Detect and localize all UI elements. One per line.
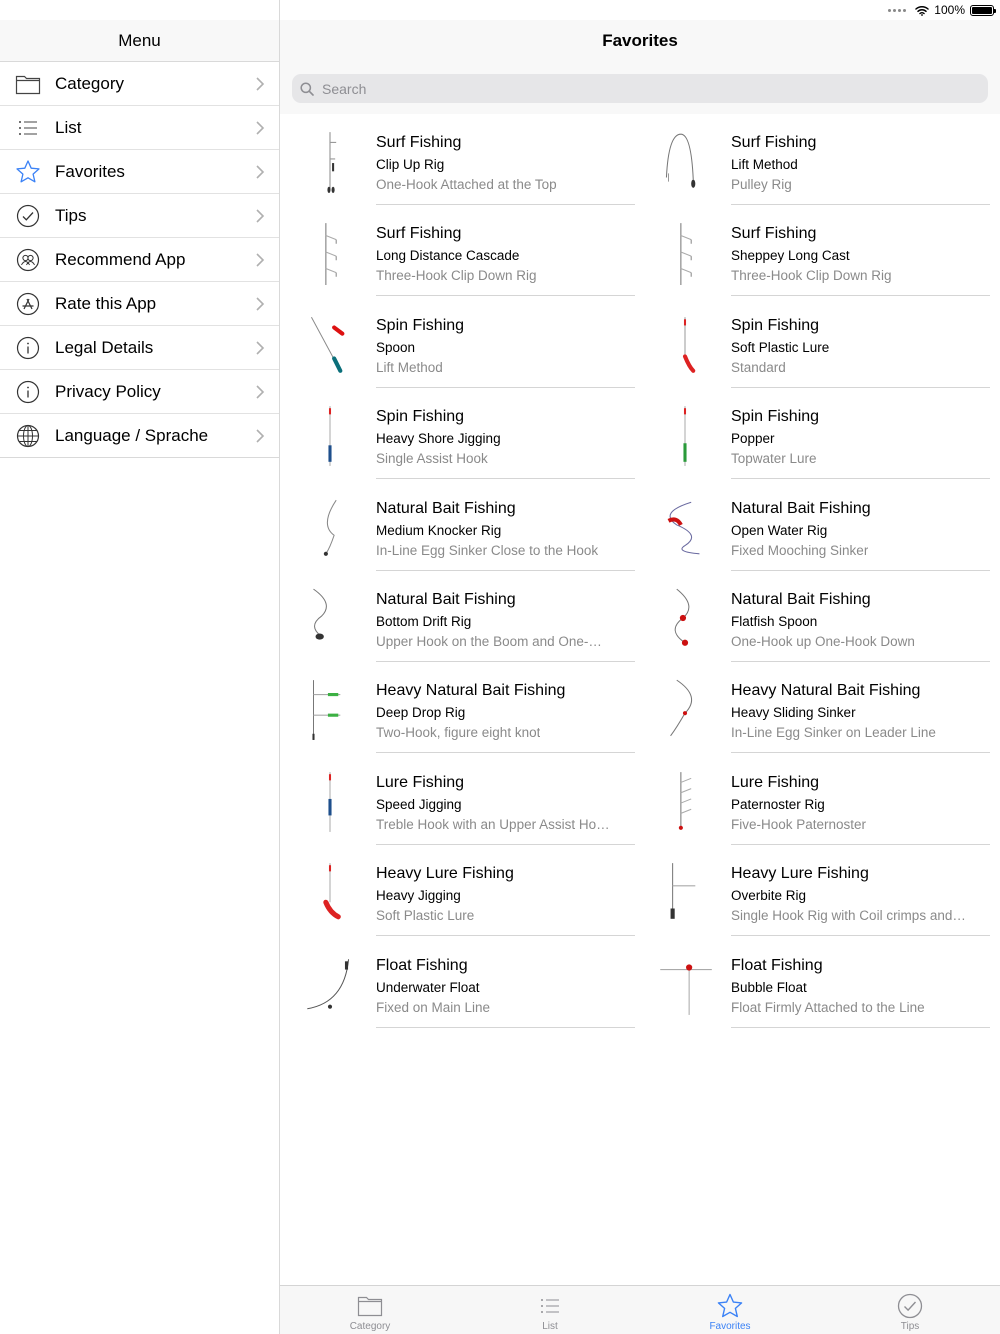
item-category: Spin Fishing — [376, 316, 465, 334]
row-separator — [376, 1027, 635, 1028]
sidebar-item-label: Legal Details — [55, 337, 154, 357]
item-rig-name: Long Distance Cascade — [376, 248, 520, 264]
item-category: Heavy Natural Bait Fishing — [376, 682, 566, 700]
globe-icon — [14, 422, 42, 450]
item-detail: Five-Hook Paternoster — [731, 816, 867, 832]
page-title: Favorites — [602, 31, 678, 50]
sidebar-title: Menu — [118, 30, 161, 50]
item-rig-name: Medium Knocker Rig — [376, 522, 502, 538]
item-category: Float Fishing — [376, 956, 468, 974]
rig-knocker-thumbnail — [298, 494, 362, 560]
favorite-item[interactable] — [635, 480, 990, 571]
item-rig-name: Soft Plastic Lure — [731, 339, 830, 355]
item-detail: Fixed on Main Line — [376, 999, 491, 1015]
item-category: Surf Fishing — [376, 134, 462, 151]
sidebar-item-label: Favorites — [55, 161, 125, 181]
chevron-right-icon — [255, 164, 265, 180]
tab-list[interactable] — [460, 1286, 640, 1334]
favorite-item[interactable] — [280, 297, 635, 388]
rig-openwater-thumbnail — [653, 494, 717, 560]
info-icon — [14, 378, 42, 406]
item-detail: Upper Hook on the Boom and One-… — [376, 634, 602, 649]
item-rig-name: Flatfish Spoon — [731, 614, 818, 629]
main-panel — [280, 0, 1000, 1334]
item-detail: One-Hook Attached at the Top — [376, 177, 557, 192]
sidebar-item-label: Privacy Policy — [55, 381, 161, 401]
rig-softplastic-thumbnail — [653, 311, 717, 377]
chevron-right-icon — [255, 208, 265, 224]
tab-label: List — [542, 1321, 558, 1332]
item-category: Heavy Lure Fishing — [731, 865, 869, 883]
favorite-item[interactable] — [635, 845, 990, 936]
item-detail: Fixed Mooching Sinker — [731, 542, 869, 558]
item-category: Natural Bait Fishing — [731, 591, 871, 608]
item-category: Lure Fishing — [731, 773, 820, 791]
item-category: Natural Bait Fishing — [731, 499, 871, 517]
item-rig-name: Heavy Jigging — [376, 888, 461, 904]
item-rig-name: Speed Jigging — [376, 796, 462, 812]
sidebar-item-label: Language / Sprache — [55, 425, 209, 445]
people-icon — [14, 246, 42, 274]
tab-label: Favorites — [709, 1321, 751, 1332]
rig-drift-thumbnail — [298, 585, 362, 651]
item-rig-name: Open Water Rig — [731, 522, 828, 538]
search-bar-container — [280, 62, 1000, 114]
rig-speedjig-thumbnail — [298, 768, 362, 834]
item-rig-name: Bubble Float — [731, 979, 807, 995]
rig-flatfish-thumbnail — [653, 585, 717, 651]
item-category: Spin Fishing — [731, 408, 820, 426]
sidebar-item-legal-details[interactable] — [0, 326, 279, 370]
rig-popper-thumbnail — [653, 402, 717, 468]
chevron-right-icon — [255, 340, 265, 356]
rig-spoon-thumbnail — [298, 311, 362, 377]
item-detail: Topwater Lure — [731, 451, 817, 467]
rig-overbite-thumbnail — [653, 859, 717, 925]
sidebar — [0, 0, 280, 1334]
sidebar-item-label: Category — [55, 73, 124, 93]
favorite-item[interactable] — [635, 388, 990, 479]
rig-heavyjig-thumbnail — [298, 859, 362, 925]
tab-label: Tips — [900, 1321, 920, 1332]
list-icon — [536, 1292, 564, 1320]
chevron-right-icon — [255, 76, 265, 92]
item-rig-name: Overbite Rig — [731, 888, 807, 904]
item-detail: Three-Hook Clip Down Rig — [376, 268, 537, 284]
item-rig-name: Spoon — [376, 339, 416, 355]
sidebar-item-label: Tips — [55, 205, 87, 225]
item-category: Surf Fishing — [731, 134, 817, 151]
favorite-item[interactable] — [280, 937, 635, 1028]
folder-icon — [14, 70, 42, 98]
item-category: Heavy Lure Fishing — [376, 865, 514, 883]
nav-bar — [280, 20, 1000, 62]
sidebar-item-privacy-policy[interactable] — [0, 370, 279, 414]
item-detail: Float Firmly Attached to the Line — [731, 999, 925, 1015]
sidebar-item-label: Recommend App — [55, 249, 186, 269]
battery-percent: 100% — [934, 3, 965, 17]
sidebar-item-favorites[interactable] — [0, 150, 279, 194]
app-store-icon — [14, 290, 42, 318]
item-category: Natural Bait Fishing — [376, 499, 516, 517]
item-category: Spin Fishing — [731, 316, 820, 334]
sidebar-item-language[interactable] — [0, 414, 279, 458]
favorite-item[interactable] — [280, 480, 635, 571]
sidebar-header — [0, 20, 279, 62]
search-input[interactable] — [322, 81, 922, 97]
favorite-item[interactable] — [280, 205, 635, 296]
checkmark-circle-icon — [14, 202, 42, 230]
search-icon — [300, 82, 314, 96]
item-category: Heavy Natural Bait Fishing — [731, 682, 921, 700]
favorite-item[interactable] — [635, 662, 990, 753]
tab-bar — [280, 1285, 1000, 1334]
item-category: Lure Fishing — [376, 773, 465, 791]
chevron-right-icon — [255, 428, 265, 444]
item-rig-name: Paternoster Rig — [731, 796, 825, 812]
favorite-item[interactable] — [635, 205, 990, 296]
item-detail: In-Line Egg Sinker Close to the Hook — [376, 542, 599, 558]
rig-paternoster-thumbnail — [653, 768, 717, 834]
favorite-item[interactable] — [280, 845, 635, 936]
folder-icon — [356, 1292, 384, 1320]
favorite-item[interactable] — [635, 114, 990, 205]
sidebar-item-label: List — [55, 117, 82, 137]
favorite-item[interactable] — [635, 937, 990, 1028]
list-icon — [14, 114, 42, 142]
item-detail: Single Assist Hook — [376, 451, 488, 467]
favorite-item[interactable] — [280, 388, 635, 479]
rig-underwater-float-thumbnail — [298, 951, 362, 1017]
item-detail: Lift Method — [376, 359, 443, 375]
item-detail: Pulley Rig — [731, 177, 792, 192]
chevron-right-icon — [255, 120, 265, 136]
item-category: Float Fishing — [731, 956, 823, 974]
tab-category[interactable] — [280, 1286, 460, 1334]
favorite-item[interactable] — [280, 662, 635, 753]
menu-list — [0, 62, 279, 458]
item-rig-name: Lift Method — [731, 157, 798, 172]
item-category: Spin Fishing — [376, 408, 465, 426]
tab-tips[interactable] — [820, 1286, 1000, 1334]
item-rig-name: Deep Drop Rig — [376, 705, 466, 721]
rig-cascade-thumbnail — [653, 219, 717, 285]
chevron-right-icon — [255, 296, 265, 312]
sidebar-item-rate-app[interactable] — [0, 282, 279, 326]
favorite-item[interactable] — [280, 754, 635, 845]
chevron-right-icon — [255, 384, 265, 400]
item-category: Surf Fishing — [376, 225, 462, 243]
rig-jig-thumbnail — [298, 402, 362, 468]
checkmark-circle-icon — [896, 1292, 924, 1320]
item-detail: One-Hook up One-Hook Down — [731, 634, 915, 649]
item-detail: Two-Hook, figure eight knot — [376, 725, 541, 741]
item-rig-name: Popper — [731, 431, 775, 447]
item-rig-name: Heavy Sliding Sinker — [731, 705, 856, 721]
item-rig-name: Heavy Shore Jigging — [376, 431, 501, 447]
favorite-item[interactable] — [635, 754, 990, 845]
rig-sliding-thumbnail — [653, 676, 717, 742]
item-category: Natural Bait Fishing — [376, 591, 516, 608]
item-detail: Single Hook Rig with Coil crimps and… — [731, 908, 966, 924]
item-rig-name: Bottom Drift Rig — [376, 614, 472, 629]
item-rig-name: Underwater Float — [376, 979, 480, 995]
chevron-right-icon — [255, 252, 265, 268]
sidebar-item-list[interactable] — [0, 106, 279, 150]
tab-favorites[interactable] — [640, 1286, 820, 1334]
favorite-item[interactable] — [635, 571, 990, 662]
item-rig-name: Clip Up Rig — [376, 157, 445, 172]
star-icon — [716, 1292, 744, 1320]
sidebar-item-category[interactable] — [0, 62, 279, 106]
sidebar-item-recommend-app[interactable] — [0, 238, 279, 282]
favorite-item[interactable] — [635, 297, 990, 388]
star-icon — [14, 158, 42, 186]
item-rig-name: Sheppey Long Cast — [731, 248, 850, 264]
rig-cascade-thumbnail — [298, 219, 362, 285]
info-icon — [14, 334, 42, 362]
favorite-item[interactable] — [280, 571, 635, 662]
rig-clipup-thumbnail — [298, 128, 362, 194]
favorite-item[interactable] — [280, 114, 635, 205]
row-separator — [731, 1027, 990, 1028]
item-category: Surf Fishing — [731, 225, 817, 243]
item-detail: In-Line Egg Sinker on Leader Line — [731, 725, 936, 741]
sidebar-item-label: Rate this App — [55, 293, 157, 313]
rig-bubble-float-thumbnail — [653, 951, 717, 1017]
item-detail: Standard — [731, 359, 786, 375]
rig-pulley-thumbnail — [653, 128, 717, 194]
search-bar[interactable] — [292, 74, 988, 103]
rig-deepdrop-thumbnail — [298, 676, 362, 742]
tab-label: Category — [349, 1321, 391, 1332]
item-detail: Three-Hook Clip Down Rig — [731, 268, 892, 284]
item-detail: Treble Hook with an Upper Assist Ho… — [376, 816, 610, 832]
sidebar-item-tips[interactable] — [0, 194, 279, 238]
item-detail: Soft Plastic Lure — [376, 908, 475, 924]
